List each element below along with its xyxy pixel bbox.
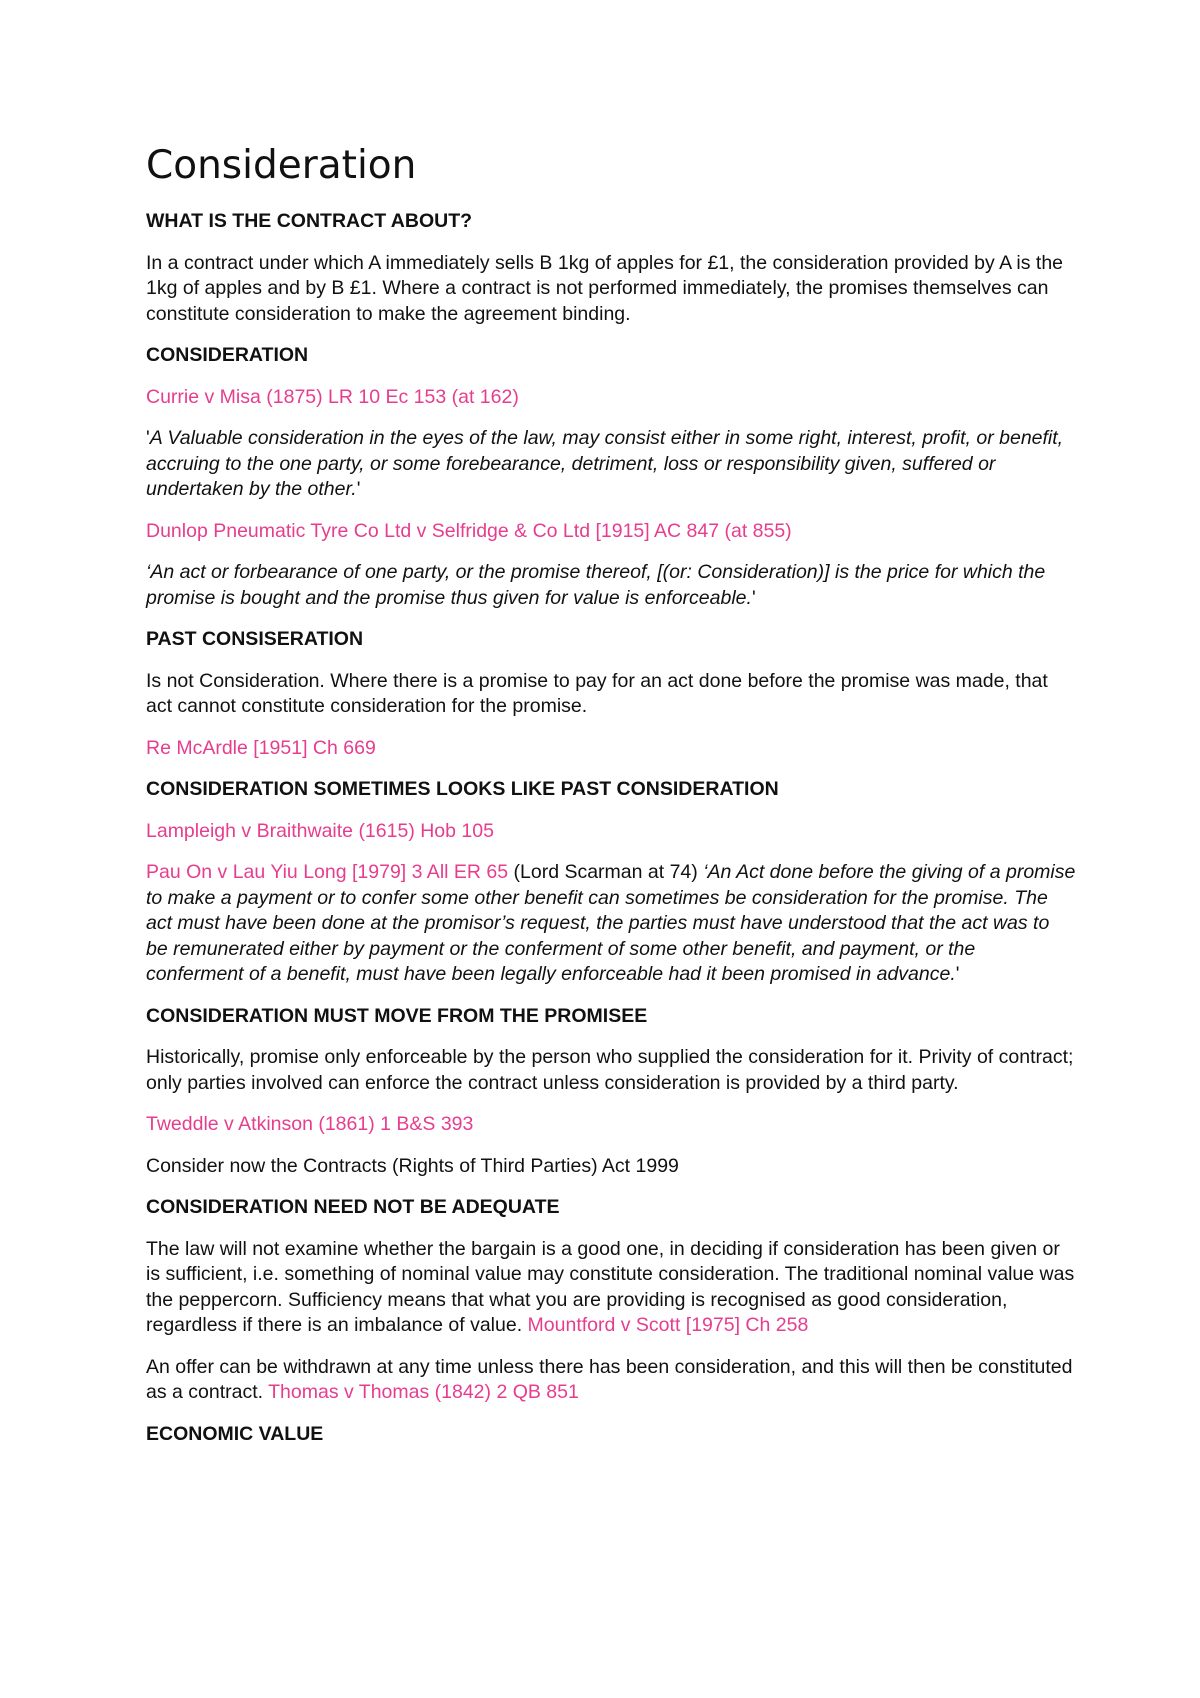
case-citation-tweddle: Tweddle v Atkinson (1861) 1 B&S 393 [146,1113,474,1135]
section-heading-past-consideration: PAST CONSISERATION [146,628,364,650]
case-citation-thomas: Thomas v Thomas (1842) 2 QB 851 [268,1381,579,1403]
quote-currie-v-misa [146,426,1076,503]
paragraph-past-consideration: Is not Consideration. Where there is a promise to pay for an act done before the promise was made, that act cannot constitute consideration for the promise. [146,669,1048,717]
section-heading-economic-value: ECONOMIC VALUE [146,1422,324,1445]
case-citation-mountford: Mountford v Scott [1975] Ch 258 [527,1314,809,1336]
quote-open-mark: ' [146,427,150,449]
quote-text: A Valuable consideration in the eyes of the law, may consist either in some right, interest, profit, or benefit, accruing to the one party, or some forebearance, detriment, loss or responsibility given, suffered or undertaken by the other. [146,427,1064,500]
case-citation-pau-on: Pau On v Lau Yiu Long [1979] 3 All ER 65 [146,861,509,883]
case-citation-dunlop: Dunlop Pneumatic Tyre Co Ltd v Selfridge & Co Ltd [1915] AC 847 (at 855) [146,519,792,542]
paragraph-not-adequate [146,1237,1076,1339]
case-citation-lampleigh: Lampleigh v Braithwaite (1615) Hob 105 [146,819,494,842]
case-citation-re-mcardle: Re McArdle [1951] Ch 669 [146,736,376,759]
paragraph-offer-withdrawn [146,1355,1076,1406]
document-title: Consideration [146,143,417,188]
document-page [146,140,1076,1463]
case-citation-currie-v-misa: Currie v Misa (1875) LR 10 Ec 153 (at 162) [146,385,519,408]
paragraph-contract-about: In a contract under which A immediately sells B 1kg of apples for £1, the consideration provided by A is the 1kg of apples and by B £1. Where a contract is not performed immediately, the promises themselves can constitute consideration to make the agreement binding. [146,251,1064,325]
paragraph-pau-on [146,860,1076,988]
quote-text: ‘An act or forbearance of one party, or the promise thereof, [(or: Consideration)] is the price for which the promise is bought and the promise thus given for value is enforceable. [146,561,1046,609]
section-heading-contract-about: WHAT IS THE CONTRACT ABOUT? [146,210,473,232]
case-note-lord-scarman: (Lord Scarman at 74) [508,861,704,883]
quote-dunlop [146,560,1076,611]
quote-close-mark: ' [751,586,756,609]
quote-close-mark: ' [356,478,361,500]
section-heading-consideration: CONSIDERATION [146,344,309,366]
quote-close-mark: ' [955,963,960,985]
section-heading-looks-like-past: CONSIDERATION SOMETIMES LOOKS LIKE PAST CONSIDERATION [146,778,779,800]
paragraph-third-parties-act: Consider now the Contracts (Rights of Third Parties) Act 1999 [146,1154,679,1177]
section-heading-move-from-promisee: CONSIDERATION MUST MOVE FROM THE PROMISEE [146,1004,648,1027]
paragraph-text: The law will not examine whether the bargain is a good one, in deciding if consideration has been given or is sufficient, i.e. something of nominal value may constitute consideration. The traditional nominal value was the peppercorn. Sufficiency means that what you are providing is recognised as good consideration, regardless if there is an imbalance of value. [146,1237,1075,1336]
quote-text: ‘An Act done before the giving of a promise to make a payment or to confer some other benefit can sometimes be consideration for the promise. The act must have been done at the promisor’s request, the parties must have understood that the act was to be remunerated either by payment or the conferment of some other benefit, and payment, or the conferment of a benefit, must have been legally enforceable had it been promised in advance. [146,861,1076,985]
paragraph-text: An offer can be withdrawn at any time unless there has been consideration, and this will then be constituted as a contract. [146,1355,1073,1403]
paragraph-move-from-promisee: Historically, promise only enforceable by the person who supplied the consideration for it. Privity of contract; only parties involved can enforce the contract unless consideration is provided by a third party. [146,1046,1074,1094]
section-heading-not-adequate: CONSIDERATION NEED NOT BE ADEQUATE [146,1196,560,1218]
